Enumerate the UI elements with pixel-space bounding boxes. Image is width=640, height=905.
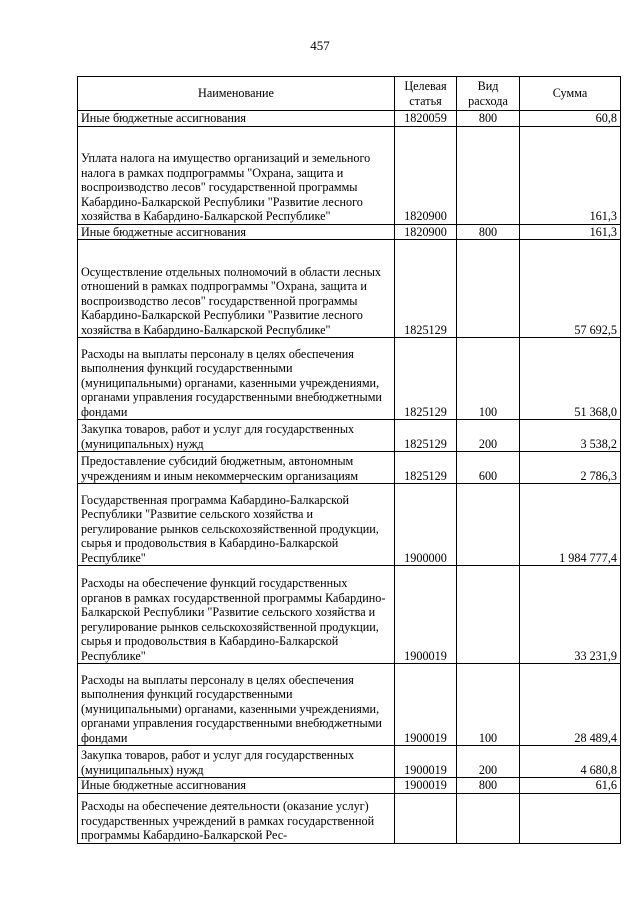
table-row (78, 566, 621, 664)
row-code: 1820900 (395, 126, 457, 224)
row-code: 1900019 (395, 566, 457, 664)
row-code: 1820900 (395, 224, 457, 240)
table-row (78, 420, 621, 452)
row-sum: 51 368,0 (520, 338, 621, 420)
header-name: Наименование (78, 77, 395, 111)
row-name: Осуществление отдельных полномочий в области лесных отношений в рамках подпрограммы "Охрана, защита и воспроизводство лесов" государственной программы Кабардино-Балкарской Республики "Развитие лесного хозяйства в Кабардино-Балкарской Республике" (78, 240, 395, 338)
row-sum: 3 538,2 (520, 420, 621, 452)
table-row (78, 338, 621, 420)
row-type: 800 (457, 111, 520, 127)
row-name: Расходы на выплаты персоналу в целях обеспечения выполнения функций государственными (муниципальными) органами, казенными учреждениями, органами управления государственными внебюджетными фондами (78, 664, 395, 746)
row-code: 1825129 (395, 240, 457, 338)
row-name: Расходы на обеспечение функций государственных органов в рамках государственной программы Кабардино-Балкарской Республики "Развитие сельского хозяйства и регулирование рынков сельскохозяйственной продукции, сырья и продовольствия в Кабардино-Балкарской Республике" (78, 566, 395, 664)
row-code: 1900019 (395, 778, 457, 794)
header-sum: Сумма (520, 77, 621, 111)
row-name: Государственная программа Кабардино-Балкарской Республики "Развитие сельского хозяйства и регулирование рынков сельскохозяйственной продукции, сырья и продовольствия в Кабардино-Балкарской Республике" (78, 484, 395, 566)
table-row (78, 484, 621, 566)
row-type: 600 (457, 452, 520, 484)
row-type: 800 (457, 778, 520, 794)
table-row (78, 746, 621, 778)
row-sum: 161,3 (520, 224, 621, 240)
row-type: 100 (457, 664, 520, 746)
row-code (395, 793, 457, 843)
row-code: 1825129 (395, 452, 457, 484)
table-row (78, 111, 621, 127)
row-name: Расходы на выплаты персоналу в целях обеспечения выполнения функций государственными (муниципальными) органами, казенными учреждениями, органами управления государственными внебюджетными фондами (78, 338, 395, 420)
row-sum: 28 489,4 (520, 664, 621, 746)
row-code: 1825129 (395, 338, 457, 420)
row-code: 1900019 (395, 746, 457, 778)
row-sum (520, 793, 621, 843)
row-name: Иные бюджетные ассигнования (78, 111, 395, 127)
table-row (78, 240, 621, 338)
row-type: 200 (457, 420, 520, 452)
row-type (457, 240, 520, 338)
row-name: Иные бюджетные ассигнования (78, 224, 395, 240)
row-sum: 4 680,8 (520, 746, 621, 778)
budget-table (77, 76, 621, 844)
row-name: Расходы на обеспечение деятельности (оказание услуг) государственных учреждений в рамках государственной программы Кабардино-Балкарской Рес- (78, 793, 395, 843)
table-row (78, 793, 621, 843)
row-type (457, 566, 520, 664)
row-code: 1825129 (395, 420, 457, 452)
page-number: 457 (310, 38, 330, 53)
table-header-row (78, 77, 621, 111)
row-name: Предоставление субсидий бюджетным, автономным учреждениям и иным некоммерческим организациям (78, 452, 395, 484)
row-type (457, 793, 520, 843)
row-sum: 1 984 777,4 (520, 484, 621, 566)
table-row (78, 452, 621, 484)
row-code: 1900000 (395, 484, 457, 566)
row-sum: 161,3 (520, 126, 621, 224)
row-code: 1820059 (395, 111, 457, 127)
row-sum: 61,6 (520, 778, 621, 794)
row-sum: 57 692,5 (520, 240, 621, 338)
row-name: Закупка товаров, работ и услуг для государственных (муниципальных) нужд (78, 746, 395, 778)
row-name: Закупка товаров, работ и услуг для государственных (муниципальных) нужд (78, 420, 395, 452)
row-name: Иные бюджетные ассигнования (78, 778, 395, 794)
row-sum: 60,8 (520, 111, 621, 127)
table-row (78, 224, 621, 240)
row-type (457, 484, 520, 566)
header-target-article: Целевая статья (395, 77, 457, 111)
row-type: 800 (457, 224, 520, 240)
table-row (78, 664, 621, 746)
row-type: 100 (457, 338, 520, 420)
row-type: 200 (457, 746, 520, 778)
row-sum: 33 231,9 (520, 566, 621, 664)
row-type (457, 126, 520, 224)
table-row (78, 778, 621, 794)
table-row (78, 126, 621, 224)
row-sum: 2 786,3 (520, 452, 621, 484)
header-expense-type: Вид расхода (457, 77, 520, 111)
row-code: 1900019 (395, 664, 457, 746)
row-name: Уплата налога на имущество организаций и земельного налога в рамках подпрограммы "Охрана, защита и воспроизводство лесов" государственной программы Кабардино-Балкарской Республики "Развитие лесного хозяйства в Кабардино-Балкарской Республике" (78, 126, 395, 224)
